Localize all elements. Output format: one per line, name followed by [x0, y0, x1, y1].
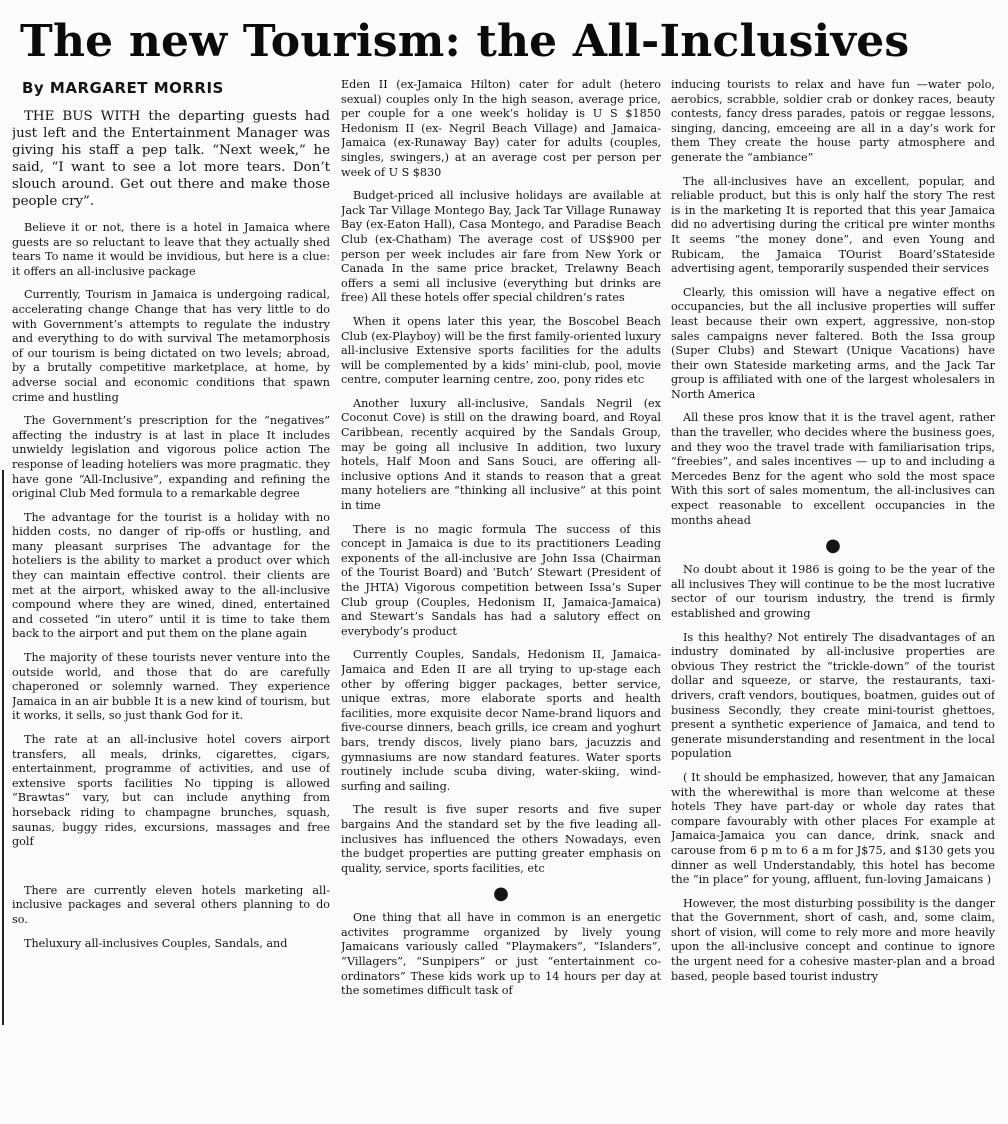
paragraph: However, the most disturbing possibility is the danger that the Government, short of cash, and, some claim, short of vision, will come to rely more and more heavily upon the all-inclusive concept and continue to ignore the urgent need for a cohesive master-plan and a broad based, people based tourist industry: [671, 896, 995, 983]
article-column-2: [341, 78, 661, 1118]
paragraph: Budget-priced all inclusive holidays are available at Jack Tar Village Montego Bay, Jack Tar Village Runaway Bay (ex-Eaton Hall), Casa Montego, and Paradise Beach Club (ex-Chatham) The average cost of US$900 per person per week includes air fare from New York or Canada In the same price bracket, Trelawny Beach offers a semi all inclusive (everything but drinks are free) All these hotels offer special children’s rates: [341, 189, 661, 305]
paragraph: Another luxury all-inclusive, Sandals Negril (ex Coconut Cove) is still on the drawing board, and Royal Caribbean, recently acquired by the Sandals Group, may be going all inclusive In addition, two luxury hotels, Half Moon and Sans Souci, are offering all-inclusive options And it stands to reason that a great many hoteliers are “thinking all inclusive” at this point in time: [341, 396, 661, 513]
section-separator: ●: [493, 883, 509, 905]
lead-paragraph: THE BUS WITH the departing guests had just left and the Entertainment Manager was giving his staff a pep talk. “Next week,” he said, “I want to see a lot more tears. Don’t slouch around. Get out there and make those people cry”.: [12, 109, 330, 209]
paragraph: No doubt about it 1986 is going to be the year of the all inclusives They will continue to be the most lucrative sector of our tourism industry, the trend is firmly established and growing: [671, 563, 995, 620]
paragraph: ( It should be emphasized, however, that any Jamaican with the wherewithal is more than welcome at these hotels They have part-day or whole day rates that compare favourably with other places For example at Jamaica-Jamaica you can dance, drink, snack and carouse from 6 p m to 6 a m for J$75, and $130 gets you dinner as well Understandably, this hotel has become the “in place” for young, affluent, fun-loving Jamaicans ): [671, 770, 995, 887]
column-body: [341, 78, 661, 999]
paragraph: The majority of these tourists never venture into the outside world, and those that do are carefully chaperoned or solemnly warned. They experience Jamaica in an air bubble It is a new kind of tourism, but it works, it sells, so just thank God for it.: [12, 651, 330, 723]
paragraph: The result is five super resorts and five super bargains And the standard set by the five leading all-inclusives has influenced the others Nowadays, even the budget properties are putting greater emphasis on quality, service, sports facilities, etc: [341, 803, 661, 875]
byline: By MARGARET MORRIS: [22, 79, 224, 97]
paragraph: All these pros know that it is the travel agent, rather than the traveller, who decides where the business goes, and they woo the travel trade with familiarisation trips, “freebies”, and sales incentives — up to and including a Mercedes Benz for the agent who sold the most space With this sort of sales momentum, the all-inclusives can expect reasonable to excellent occupancies in the months ahead: [671, 411, 995, 527]
paragraph: The all-inclusives have an excellent, popular, and reliable product, but this is only half the story The rest is in the marketing It is reported that this year Jamaica did no advertising during the critical pre winter months It seems “the money done”, and even Young and Rubicam, the Jamaica TOurist Board’sStateside advertising agent, temporarily suspended their services: [671, 174, 995, 276]
paragraph: When it opens later this year, the Boscobel Beach Club (ex-Playboy) will be the first family-oriented luxury all-inclusive Extensive sports facilities for the adults will be complemented by a kids’ mini-club, pool, movie centre, computer learning centre, zoo, pony rides etc: [341, 314, 661, 387]
paragraph: The advantage for the tourist is a holiday with no hidden costs, no danger of rip-offs or hustling, and many pleasant surprises The advantage for the hoteliers is the ability to market a product over which they can maintain effective control. their clients are met at the airport, whisked away to the all-inclusive compound where they are wined, dined, entertained and cosseted “in utero” until it is time to take them back to the airport and put them on the plane again: [12, 510, 330, 641]
paragraph: Believe it or not, there is a hotel in Jamaica where guests are so reluctant to leave that they actually shed tears To name it would be invidious, but here is a clue: it offers an all-inclusive package: [12, 221, 330, 278]
section-separator: ●: [825, 535, 841, 557]
paragraph: Clearly, this omission will have a negative effect on occupancies, but the all inclusive properties will suffer least because their own expert, aggressive, non-stop sales campaigns never faltered. Both the Issa group (Super Clubs) and Stewart (Unique Vacations) have their own Stateside marketing arms, and the Jack Tar group is affiliated with one of the largest wholesalers in North America: [671, 285, 995, 401]
article-column-3: [671, 78, 995, 1118]
paragraph: Eden II (ex-Jamaica Hilton) cater for adult (hetero sexual) couples only In the high season, average price, per couple for a one week’s holiday is U S $1850 Hedonism II (ex- Negril Beach Village) and Jamaica-Jamaica (ex-Runaway Bay) cater for adults (couples, singles, swingers,) at an average cost per person per week of U S $830: [341, 78, 661, 179]
column-body: [671, 78, 995, 984]
column-body: [12, 108, 330, 951]
left-margin-rule: [2, 470, 4, 1025]
headline: The new Tourism: the All-Inclusives: [20, 16, 910, 67]
paragraph: inducing tourists to relax and have fun —water polo, aerobics, scrabble, soldier crab or donkey races, beauty contests, fancy dress parades, patois or reggae lessons, singing, dancing, emceeing are all in a day’s work for them They create the house party atmosphere and generate the “ambiance”: [671, 78, 995, 164]
paragraph: Currently Couples, Sandals, Hedonism II, Jamaica-Jamaica and Eden II are all trying to up-stage each other by offering bigger packages, better service, unique extras, more elaborate sports and health facilities, more exquisite decor Name-brand liquors and five-course dinners, beach grills, ice cream and yoghurt bars, trendy discos, lively piano bars, jacuzzis and gymnasiums are now standard features. Water sports routinely include scuba diving, water-skiing, wind-surfing and sailing.: [341, 648, 661, 793]
paragraph: Currently, Tourism in Jamaica is undergoing radical, accelerating change Change that has very little to do with Government’s attempts to regulate the industry and everything to do with survival The metamorphosis of our tourism is being dictated on two levels; abroad, by a brutally competitive marketplace, at home, by adverse social and economic conditions that spawn crime and hustling: [12, 288, 330, 404]
paragraph: There is no magic formula The success of this concept in Jamaica is due to its practitioners Leading exponents of the all-inclusive are John Issa (Chairman of the Tourist Board) and ‘Butch’ Stewart (President of the JHTA) Vigorous competition between Issa’s Super Club group (Couples, Hedonism II, Jamaica-Jamaica) and Stewart’s Sandals has had a salutory effect on everybody’s product: [341, 522, 661, 638]
paragraph: The rate at an all-inclusive hotel covers airport transfers, all meals, drinks, cigarettes, cigars, entertainment, programme of activities, and use of extensive sports facilities No tipping is allowed “Brawtas” vary, but can include anything from horseback riding to champagne brunches, squash, saunas, buggy rides, excursions, massages and free golf: [12, 733, 330, 849]
article-column-1: [12, 78, 330, 1118]
paragraph: There are currently eleven hotels marketing all-inclusive packages and several others planning to do so.: [12, 883, 330, 926]
paragraph: The Government’s prescription for the “negatives” affecting the industry is at last in place It includes unwieldy legislation and vigorous police action The response of leading hoteliers was more pragmatic. they have gone “All-Inclusive”, expanding and refining the original Club Med formula to a remarkable degree: [12, 414, 330, 501]
paragraph: Theluxury all-inclusives Couples, Sandals, and: [24, 936, 288, 950]
paragraph: Is this healthy? Not entirely The disadvantages of an industry dominated by all-inclusive properties are obvious They restrict the “trickle-down” of the tourist dollar and squeeze, or starve, the restaurants, taxi-drivers, craft vendors, boutiques, boatmen, guides out of business Secondly, they create mini-tourist ghettoes, present a synthetic experience of Jamaica, and tend to generate misunderstanding and resentment in the local population: [671, 630, 995, 761]
paragraph: One thing that all have in common is an energetic activites programme organized by lively young Jamaicans variously called “Playmakers”, “Islanders”, “Villagers”, “Sunpipers” or just “entertainment co-ordinators” These kids work up to 14 hours per day at the sometimes difficult task of: [341, 911, 661, 998]
